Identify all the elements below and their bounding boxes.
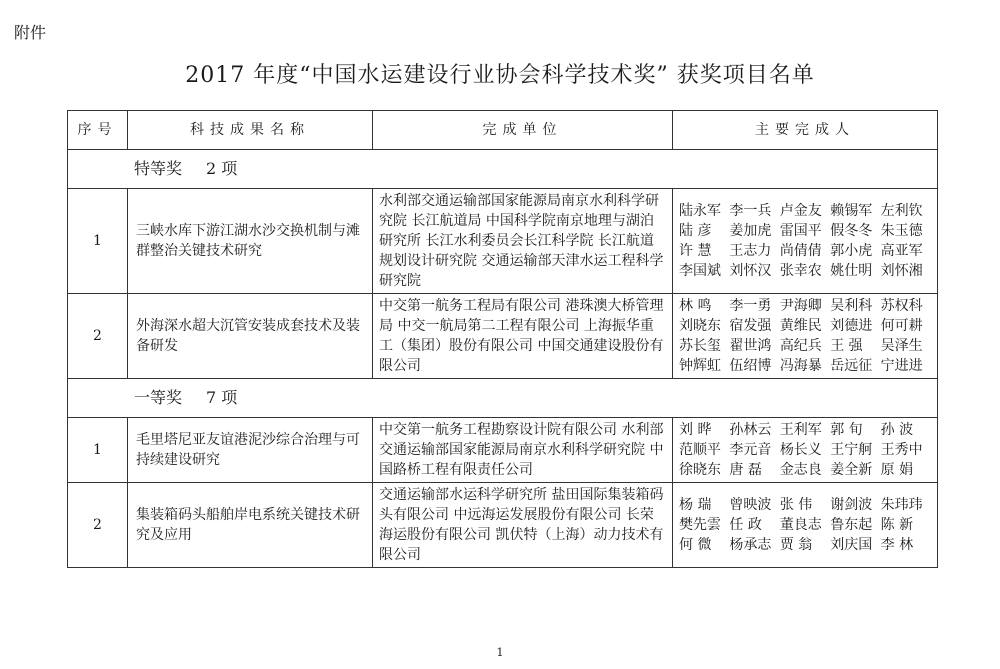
main-contributors <box>673 189 938 294</box>
group-row <box>68 379 938 418</box>
table-row <box>68 189 938 294</box>
contributor-name: 翟世鸿 <box>729 338 772 354</box>
contributor-name: 高纪兵 <box>779 338 822 354</box>
contributor-name: 卢金友 <box>779 203 822 219</box>
contributor-line <box>679 420 931 440</box>
contributor-name: 陈 新 <box>880 517 914 533</box>
contributor-name: 左利钦 <box>880 203 923 219</box>
contributor-name: 孙林云 <box>729 422 772 438</box>
contributor-name: 任 政 <box>729 517 762 533</box>
completing-units: 中交第一航务工程局有限公司 港珠澳大桥管理局 中交一航局第二工程有限公司 上海振华重工（集团）股份有限公司 中国交通建设股份有限公司 <box>373 294 673 379</box>
page-number: 1 <box>496 646 504 659</box>
group-row <box>68 150 938 189</box>
contributor-name: 刘德进 <box>830 318 873 334</box>
col-header-people: 主要完成人 <box>673 111 938 150</box>
contributor-name: 刘庆国 <box>830 537 873 553</box>
contributor-name: 朱玮玮 <box>880 497 923 513</box>
contributor-name: 冯海暴 <box>779 358 822 374</box>
contributor-name: 刘怀汉 <box>729 263 772 279</box>
contributor-line <box>679 336 931 356</box>
group-count: 2 项 <box>206 159 238 178</box>
contributor-name: 苏权科 <box>880 298 923 314</box>
page-title: 2017 年度“中国水运建设行业协会科学技术奖” 获奖项目名单 <box>185 63 815 88</box>
group-name: 一等奖 <box>134 388 183 407</box>
contributor-name: 黄维民 <box>779 318 822 334</box>
contributor-name: 宁进进 <box>880 358 923 374</box>
contributor-name: 李元音 <box>729 442 772 458</box>
contributor-name: 陆永军 <box>679 203 721 219</box>
contributor-line <box>679 296 931 316</box>
contributor-name: 郭小虎 <box>830 243 873 259</box>
project-name: 毛里塔尼亚友谊港泥沙综合治理与可持续建设研究 <box>128 418 373 483</box>
contributor-name: 王宁舸 <box>830 442 873 458</box>
contributor-name: 吴利科 <box>830 298 873 314</box>
contributor-name: 王 强 <box>830 338 863 354</box>
completing-units: 水利部交通运输部国家能源局南京水利科学研究院 长江航道局 中国科学院南京地理与湖泊研究所 长江水利委员会长江科学院 长江航道规划设计研究院 交通运输部天津水运工程科学研究院 <box>373 189 673 294</box>
contributor-name: 杨长义 <box>779 442 822 458</box>
contributor-name: 吴泽生 <box>880 338 923 354</box>
contributor-name: 金志良 <box>779 462 822 478</box>
contributor-name: 唐 磊 <box>729 462 762 478</box>
row-number: 1 <box>68 418 128 483</box>
contributor-name: 鲁东起 <box>830 517 873 533</box>
contributor-name: 高亚军 <box>880 243 923 259</box>
contributor-name: 张幸农 <box>779 263 822 279</box>
main-contributors <box>673 483 938 568</box>
contributor-name: 刘晓东 <box>679 318 721 334</box>
contributor-name: 钟辉虹 <box>679 358 721 374</box>
contributor-name: 李一兵 <box>729 203 772 219</box>
contributor-name: 尚倩倩 <box>779 243 822 259</box>
contributor-name: 宿发强 <box>729 318 772 334</box>
group-count: 7 项 <box>206 388 238 407</box>
contributor-line <box>679 241 931 261</box>
award-table <box>67 110 938 568</box>
contributor-name: 刘 晔 <box>679 422 712 438</box>
contributor-name: 姚仕明 <box>830 263 873 279</box>
project-name: 集装箱码头船舶岸电系统关键技术研究及应用 <box>128 483 373 568</box>
contributor-name: 许 慧 <box>679 243 712 259</box>
contributor-name: 杨 瑞 <box>679 497 712 513</box>
contributor-name: 岳远征 <box>830 358 873 374</box>
contributor-name: 苏长玺 <box>679 338 721 354</box>
contributor-name: 赖锡军 <box>830 203 873 219</box>
main-contributors <box>673 294 938 379</box>
contributor-name: 王志力 <box>729 243 772 259</box>
row-number: 2 <box>68 294 128 379</box>
contributor-name: 谢剑波 <box>830 497 873 513</box>
contributor-name: 王秀中 <box>880 442 923 458</box>
completing-units: 交通运输部水运科学研究所 盐田国际集装箱码头有限公司 中远海运发展股份有限公司 长荣海运股份有限公司 凯伏特（上海）动力技术有限公司 <box>373 483 673 568</box>
contributor-name: 朱玉德 <box>880 223 923 239</box>
contributor-name: 陆 彦 <box>679 223 712 239</box>
contributor-line <box>679 201 931 221</box>
contributor-line <box>679 495 931 515</box>
contributor-name: 杨承志 <box>729 537 772 553</box>
contributor-name: 李国斌 <box>679 263 721 279</box>
contributor-name: 林 鸣 <box>679 298 712 314</box>
attachment-label: 附件 <box>14 23 47 42</box>
contributor-name: 李一勇 <box>729 298 772 314</box>
group-cell <box>68 150 938 189</box>
contributor-name: 姜全新 <box>830 462 873 478</box>
contributor-line <box>679 221 931 241</box>
table-row <box>68 483 938 568</box>
project-name: 三峡水库下游江湖水沙交换机制与滩群整治关键技术研究 <box>128 189 373 294</box>
contributor-name: 孙 波 <box>880 422 914 438</box>
contributor-name: 姜加虎 <box>729 223 772 239</box>
contributor-name: 刘怀湘 <box>880 263 923 279</box>
contributor-line <box>679 460 931 480</box>
contributor-name: 伍绍博 <box>729 358 772 374</box>
contributor-line <box>679 535 931 555</box>
table-body <box>68 150 938 568</box>
contributor-name: 张 伟 <box>779 497 813 513</box>
contributor-name: 李 林 <box>880 537 914 553</box>
group-cell <box>68 379 938 418</box>
contributor-name: 王利军 <box>779 422 822 438</box>
group-name: 特等奖 <box>134 159 183 178</box>
table-row <box>68 294 938 379</box>
contributor-name: 尹海卿 <box>779 298 822 314</box>
contributor-line <box>679 261 931 281</box>
contributor-name: 董良志 <box>779 517 822 533</box>
contributor-name: 曾映波 <box>729 497 772 513</box>
row-number: 1 <box>68 189 128 294</box>
contributor-name: 何 微 <box>679 537 712 553</box>
contributor-name: 贾 翁 <box>779 537 813 553</box>
contributor-line <box>679 316 931 336</box>
contributor-name: 何可耕 <box>880 318 923 334</box>
contributor-line <box>679 515 931 535</box>
contributor-line <box>679 440 931 460</box>
project-name: 外海深水超大沉管安装成套技术及装备研发 <box>128 294 373 379</box>
contributor-name: 徐晓东 <box>679 462 721 478</box>
contributor-name: 原 娟 <box>880 462 914 478</box>
contributor-name: 樊先雲 <box>679 517 721 533</box>
contributor-line <box>679 356 931 376</box>
table-row <box>68 418 938 483</box>
col-header-units: 完成单位 <box>373 111 673 150</box>
contributor-name: 雷国平 <box>779 223 822 239</box>
main-contributors <box>673 418 938 483</box>
contributor-name: 假冬冬 <box>830 223 873 239</box>
contributor-name: 范顺平 <box>679 442 721 458</box>
col-header-project: 科技成果名称 <box>128 111 373 150</box>
contributor-name: 郭 旬 <box>830 422 863 438</box>
table-header-row <box>68 111 938 150</box>
completing-units: 中交第一航务工程勘察设计院有限公司 水利部交通运输部国家能源局南京水利科学研究院 中国路桥工程有限责任公司 <box>373 418 673 483</box>
col-header-no: 序号 <box>68 111 128 150</box>
row-number: 2 <box>68 483 128 568</box>
